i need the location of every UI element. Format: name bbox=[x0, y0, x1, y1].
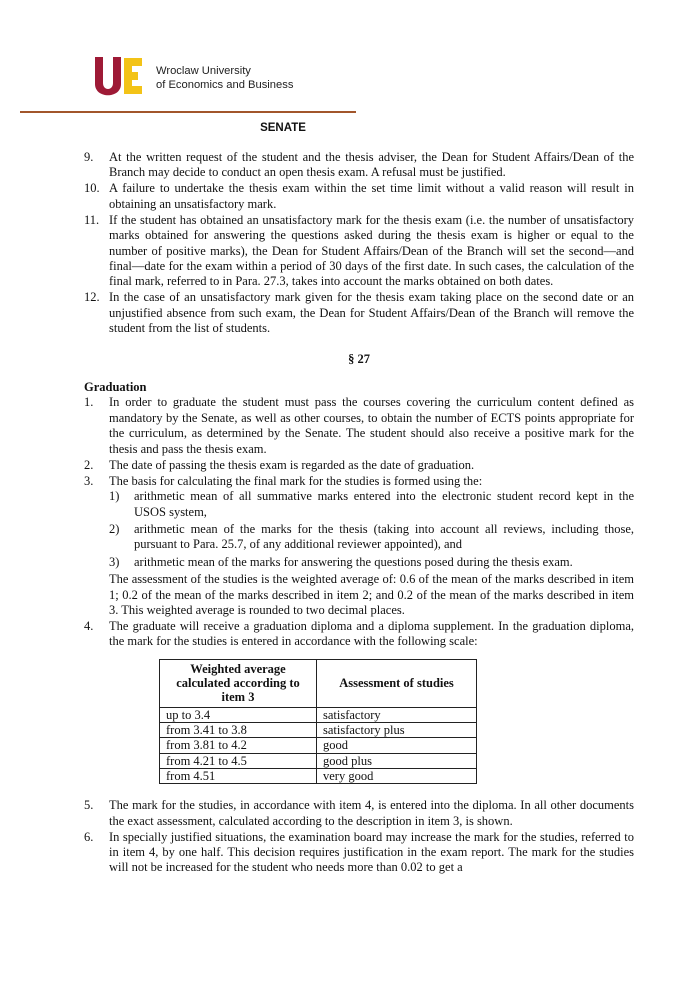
item-number: 10. bbox=[84, 181, 100, 196]
list-item bbox=[84, 395, 634, 457]
sub-item-text: arithmetic mean of the marks for the thesis (taking into account all reviews, including those, pursuant to Para. 25.7, of any additional reviewer appointed), and bbox=[134, 521, 634, 552]
item-text: The basis for calculating the final mark for the studies is formed using the: bbox=[109, 473, 483, 488]
item-text: A failure to undertake the thesis exam within the set time limit without a valid reason will result in obtaining an unsatisfactory mark. bbox=[109, 181, 634, 211]
table-header-row bbox=[160, 659, 477, 707]
list-item bbox=[84, 830, 634, 876]
university-name-line1: Wroclaw University bbox=[156, 65, 251, 77]
table-cell: from 4.51 bbox=[160, 768, 317, 783]
list-item bbox=[84, 619, 634, 650]
section-heading: Graduation bbox=[84, 380, 147, 395]
logo-e-spine bbox=[124, 58, 132, 94]
table-cell: good plus bbox=[317, 753, 477, 768]
column-header: Assessment of studies bbox=[317, 659, 477, 707]
sub-item-number: 2) bbox=[109, 521, 120, 536]
section-number: § 27 bbox=[348, 351, 370, 366]
item-text: The graduate will receive a graduation diploma and a diploma supplement. In the graduation diploma, the mark for the studies is entered in accordance with the following scale: bbox=[109, 618, 634, 649]
list-item bbox=[84, 798, 634, 829]
item-number: 9. bbox=[84, 150, 94, 164]
sub-item bbox=[109, 489, 634, 520]
list-item bbox=[84, 290, 634, 336]
table-row bbox=[160, 768, 477, 783]
university-name bbox=[156, 64, 293, 92]
item-number: 2. bbox=[84, 457, 94, 472]
university-name-line2: of Economics and Business bbox=[156, 79, 294, 91]
document-body bbox=[84, 150, 634, 876]
table-cell: from 4.21 to 4.5 bbox=[160, 753, 317, 768]
item-number: 1. bbox=[84, 395, 94, 410]
table-cell: from 3.81 to 4.2 bbox=[160, 738, 317, 753]
list-item bbox=[84, 181, 634, 212]
item-number: 4. bbox=[84, 618, 94, 633]
sub-item-number: 1) bbox=[109, 489, 120, 504]
logo-u-shape bbox=[95, 57, 121, 95]
sub-item-text: arithmetic mean of all summative marks entered into the electronic student record kept in the USOS system, bbox=[134, 489, 634, 519]
item-number: 11. bbox=[84, 212, 100, 227]
table-cell: good bbox=[317, 738, 477, 753]
grading-scale-table bbox=[159, 659, 477, 784]
table-cell: very good bbox=[317, 768, 477, 783]
list-item bbox=[84, 213, 634, 290]
sub-item-text: arithmetic mean of the marks for answering the questions posed during the thesis exam. bbox=[134, 554, 573, 569]
table-cell: satisfactory plus bbox=[317, 722, 477, 737]
sub-item bbox=[109, 555, 634, 570]
item-text: The mark for the studies, in accordance with item 4, is entered into the diploma. In all other documents the exact assessment, calculated according to the description in item 3, is shown. bbox=[109, 798, 634, 828]
table-row bbox=[160, 707, 477, 722]
item-number: 12. bbox=[84, 290, 100, 305]
item-text: If the student has obtained an unsatisfactory mark for the thesis exam (i.e. the number of unsatisfactory marks obtained for answering the questions asked during the thesis exam is higher or equal to the number of positive marks), the Dean for Student Affairs/Dean of the Branch will set the second—and final—date for the exam within a period of 30 days of the first date. In such cases, the calculation of the final mark, referred to in Para. 27.3, takes into account the marks obtained on both dates. bbox=[109, 212, 634, 289]
page-title: SENATE bbox=[260, 122, 306, 134]
item-text: In order to graduate the student must pass the courses covering the curriculum content defined as mandatory by the Senate, as well as other courses, to obtain the number of ECTS points appropriate for the curriculum, as determined by the Senate. The student should also receive a positive mark for the thesis and pass the thesis exam. bbox=[109, 395, 634, 456]
grading-scale-table-wrap bbox=[159, 659, 634, 784]
item-body bbox=[109, 474, 634, 619]
table-cell: up to 3.4 bbox=[160, 707, 317, 722]
table-row bbox=[160, 738, 477, 753]
sub-item bbox=[109, 522, 634, 553]
item-number: 6. bbox=[84, 829, 94, 844]
table-cell: from 3.41 to 3.8 bbox=[160, 722, 317, 737]
item-text: The date of passing the thesis exam is regarded as the date of graduation. bbox=[109, 457, 475, 472]
item-text: At the written request of the student and the thesis adviser, the Dean for Student Affairs/Dean of the Branch may decide to conduct an open thesis exam. A refusal must be justified. bbox=[109, 150, 634, 180]
list-item bbox=[84, 458, 634, 473]
table-row bbox=[160, 722, 477, 737]
item-text: In the case of an unsatisfactory mark given for the thesis exam taking place on the second date or an unjustified absence from such exam, the Dean for Student Affairs/Dean of the Branch will remove the student from the list of students. bbox=[109, 290, 634, 336]
sub-item-number: 3) bbox=[109, 554, 120, 569]
list-item bbox=[84, 474, 634, 619]
item-number: 3. bbox=[84, 473, 94, 488]
table-cell: satisfactory bbox=[317, 707, 477, 722]
column-header: Weighted average calculated according to item 3 bbox=[160, 659, 317, 707]
list-item bbox=[84, 150, 634, 181]
item-note: The assessment of the studies is the weighted average of: 0.6 of the mean of the marks described in item 1; 0.2 of the mean of the marks described in item 2; and 0.2 of the mean of the marks described in item 3. This weighted average is rounded to two decimal places. bbox=[109, 572, 634, 617]
item-number: 5. bbox=[84, 798, 94, 813]
header-rule bbox=[20, 111, 356, 113]
table-row bbox=[160, 753, 477, 768]
university-logo bbox=[93, 55, 145, 101]
item-text: In specially justified situations, the examination board may increase the mark for the studies, referred to in item 4, by one half. This decision requires justification in the exam report. The mark for the studies will not be increased for the student who needs more than 0.02 to get a bbox=[109, 829, 634, 875]
